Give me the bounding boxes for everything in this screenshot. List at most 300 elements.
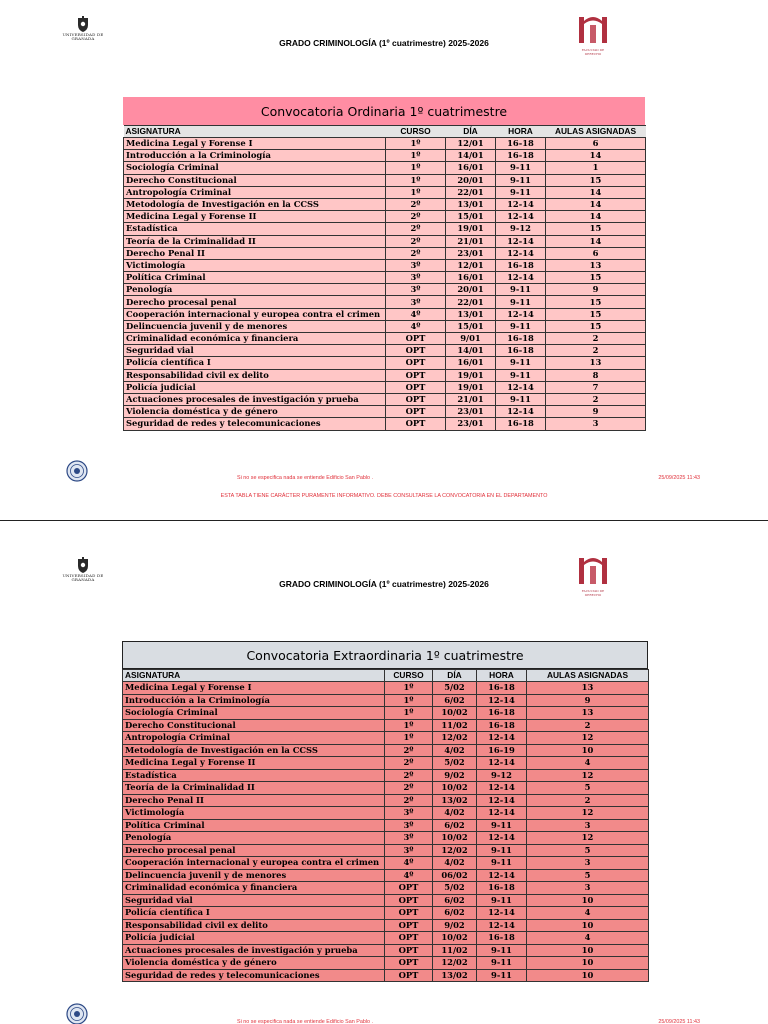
cell-hora: 9-11 (477, 894, 527, 907)
cell-dia: 9/02 (433, 769, 477, 782)
cell-asignatura: Metodología de Investigación en la CCSS (124, 198, 386, 210)
cell-asignatura: Cooperación internacional y europea contra el crimen (123, 857, 385, 870)
cell-hora: 12-14 (496, 235, 546, 247)
university-crest-icon (76, 557, 90, 574)
cell-curso: 1º (385, 694, 433, 707)
cell-asignatura: Responsabilidad civil ex delito (124, 369, 386, 381)
table-row (124, 369, 646, 381)
cell-aulas: 9 (546, 406, 646, 418)
cell-hora: 9-11 (477, 957, 527, 970)
cell-dia: 10/02 (433, 707, 477, 720)
cell-curso: OPT (385, 957, 433, 970)
col-header-curso: CURSO (386, 126, 446, 138)
table-row (123, 857, 649, 870)
cell-hora: 9-11 (496, 162, 546, 174)
cell-curso: 3º (386, 272, 446, 284)
cell-asignatura: Metodología de Investigación en la CCSS (123, 744, 385, 757)
col-header-hora: HORA (496, 126, 546, 138)
cell-hora: 9-11 (477, 969, 527, 982)
faculty-arch-icon (576, 15, 610, 43)
cell-curso: OPT (385, 894, 433, 907)
cell-aulas: 2 (546, 333, 646, 345)
cell-curso: OPT (385, 969, 433, 982)
cell-dia: 23/01 (446, 247, 496, 259)
table-row (123, 807, 649, 820)
cell-dia: 12/01 (446, 259, 496, 271)
cell-hora: 9-11 (496, 284, 546, 296)
cell-asignatura: Derecho Constitucional (123, 719, 385, 732)
document-title: GRADO CRIMINOLOGÍA (1º cuatrimestre) 2025-2026 (279, 38, 489, 48)
col-header-aulas: AULAS ASIGNADAS (527, 670, 649, 682)
cell-dia: 22/01 (446, 186, 496, 198)
cell-dia: 4/02 (433, 807, 477, 820)
cell-dia: 15/01 (446, 320, 496, 332)
cell-curso: 3º (386, 259, 446, 271)
cell-asignatura: Seguridad de redes y telecomunicaciones (123, 969, 385, 982)
cell-curso: OPT (385, 919, 433, 932)
cell-curso: 2º (385, 757, 433, 770)
cell-asignatura: Derecho Penal II (124, 247, 386, 259)
cell-asignatura: Policía científica I (123, 907, 385, 920)
cell-curso: 2º (386, 235, 446, 247)
cell-hora: 12-14 (477, 807, 527, 820)
cell-dia: 6/02 (433, 694, 477, 707)
cell-hora: 9-12 (477, 769, 527, 782)
cell-dia: 16/01 (446, 162, 496, 174)
cell-aulas: 5 (527, 869, 649, 882)
cell-aulas: 14 (546, 235, 646, 247)
cell-aulas: 15 (546, 320, 646, 332)
cell-dia: 23/01 (446, 418, 496, 430)
cell-asignatura: Política Criminal (124, 272, 386, 284)
table-row (124, 393, 646, 405)
table-row (124, 186, 646, 198)
table-row (124, 150, 646, 162)
cell-asignatura: Actuaciones procesales de investigación y prueba (123, 944, 385, 957)
cell-aulas: 14 (546, 211, 646, 223)
cell-dia: 14/01 (446, 345, 496, 357)
cell-hora: 12-14 (477, 757, 527, 770)
table-row (123, 907, 649, 920)
cell-dia: 19/01 (446, 381, 496, 393)
table-row (123, 932, 649, 945)
university-seal-icon (66, 460, 88, 482)
cell-dia: 13/02 (433, 794, 477, 807)
cell-aulas: 15 (546, 272, 646, 284)
header-row (123, 670, 649, 682)
cell-asignatura: Delincuencia juvenil y de menores (124, 320, 386, 332)
cell-aulas: 2 (546, 345, 646, 357)
table-row (123, 757, 649, 770)
cell-aulas: 7 (546, 381, 646, 393)
cell-hora: 9-11 (477, 819, 527, 832)
cell-aulas: 2 (527, 719, 649, 732)
disclaimer: ESTA TABLA TIENE CARÁCTER PURAMENTE INFORMATIVO. DEBE CONSULTARSE LA CONVOCATORIA EN EL DEPARTAMENTO (220, 493, 548, 499)
university-name: UNIVERSIDAD DE GRANADA (62, 32, 104, 42)
col-header-asignatura: ASIGNATURA (124, 126, 386, 138)
cell-curso: 2º (385, 782, 433, 795)
cell-hora: 16-18 (477, 882, 527, 895)
cell-aulas: 10 (527, 969, 649, 982)
cell-asignatura: Antropología Criminal (123, 732, 385, 745)
cell-asignatura: Estadística (123, 769, 385, 782)
document-title: GRADO CRIMINOLOGÍA (1º cuatrimestre) 2025-2026 (279, 579, 489, 589)
cell-asignatura: Derecho procesal penal (123, 844, 385, 857)
cell-curso: 3º (385, 807, 433, 820)
cell-curso: 3º (385, 832, 433, 845)
cell-hora: 12-14 (477, 732, 527, 745)
cell-aulas: 12 (527, 807, 649, 820)
cell-dia: 16/01 (446, 272, 496, 284)
cell-dia: 11/02 (433, 944, 477, 957)
cell-hora: 16-18 (496, 150, 546, 162)
cell-asignatura: Medicina Legal y Forense I (123, 682, 385, 695)
cell-hora: 16-18 (477, 707, 527, 720)
table-row (124, 162, 646, 174)
table-row (123, 844, 649, 857)
cell-hora: 16-18 (496, 138, 546, 150)
table-row (123, 732, 649, 745)
table-row (123, 944, 649, 957)
cell-curso: 3º (386, 296, 446, 308)
faculty-logo (576, 15, 610, 56)
table-row (124, 198, 646, 210)
university-seal-icon (66, 1003, 88, 1024)
cell-hora: 16-18 (477, 719, 527, 732)
faculty-logo (576, 556, 610, 597)
cell-hora: 12-14 (477, 794, 527, 807)
cell-hora: 16-18 (477, 932, 527, 945)
header-row (124, 126, 646, 138)
cell-curso: OPT (386, 333, 446, 345)
cell-hora: 12-14 (496, 406, 546, 418)
cell-dia: 4/02 (433, 857, 477, 870)
cell-dia: 12/01 (446, 138, 496, 150)
cell-curso: 1º (386, 150, 446, 162)
cell-hora: 16-18 (496, 259, 546, 271)
cell-asignatura: Delincuencia juvenil y de menores (123, 869, 385, 882)
table-row (123, 707, 649, 720)
cell-hora: 9-11 (496, 186, 546, 198)
cell-hora: 9-11 (477, 857, 527, 870)
cell-curso: 1º (385, 707, 433, 720)
table-row (123, 819, 649, 832)
cell-curso: OPT (386, 369, 446, 381)
cell-asignatura: Cooperación internacional y europea contra el crimen (124, 308, 386, 320)
cell-asignatura: Estadística (124, 223, 386, 235)
table-row (123, 744, 649, 757)
cell-curso: 2º (385, 794, 433, 807)
cell-asignatura: Introducción a la Criminología (124, 150, 386, 162)
ordinaria-table (123, 97, 645, 431)
cell-asignatura: Derecho Penal II (123, 794, 385, 807)
cell-hora: 9-11 (496, 369, 546, 381)
table-row (123, 682, 649, 695)
cell-curso: 2º (385, 744, 433, 757)
cell-curso: 4º (385, 869, 433, 882)
cell-dia: 12/02 (433, 844, 477, 857)
table-row (124, 284, 646, 296)
table-row (124, 235, 646, 247)
ordinaria-title: Convocatoria Ordinaria 1º cuatrimestre (123, 97, 645, 125)
cell-hora: 12-14 (477, 919, 527, 932)
table-row (124, 345, 646, 357)
table-row (123, 969, 649, 982)
table-row (124, 406, 646, 418)
cell-aulas: 12 (527, 832, 649, 845)
table-row (123, 957, 649, 970)
cell-dia: 15/01 (446, 211, 496, 223)
cell-hora: 16-18 (496, 345, 546, 357)
cell-curso: 4º (386, 308, 446, 320)
cell-aulas: 4 (527, 757, 649, 770)
cell-curso: 2º (385, 769, 433, 782)
cell-aulas: 12 (527, 732, 649, 745)
cell-curso: 2º (386, 198, 446, 210)
cell-curso: 4º (385, 857, 433, 870)
table-row (123, 919, 649, 932)
cell-aulas: 6 (546, 138, 646, 150)
faculty-caption: FACULTAD DE DERECHO (581, 48, 605, 56)
cell-dia: 13/02 (433, 969, 477, 982)
cell-asignatura: Policía judicial (123, 932, 385, 945)
cell-dia: 13/01 (446, 198, 496, 210)
cell-aulas: 3 (546, 418, 646, 430)
cell-aulas: 6 (546, 247, 646, 259)
cell-hora: 16-18 (477, 682, 527, 695)
table-row (124, 333, 646, 345)
cell-asignatura: Seguridad vial (123, 894, 385, 907)
faculty-caption: FACULTAD DE DERECHO (581, 589, 605, 597)
cell-hora: 12-14 (496, 198, 546, 210)
cell-curso: 3º (385, 819, 433, 832)
table-row (123, 869, 649, 882)
cell-aulas: 10 (527, 957, 649, 970)
cell-dia: 16/01 (446, 357, 496, 369)
cell-aulas: 8 (546, 369, 646, 381)
cell-hora: 12-14 (496, 211, 546, 223)
table-row (123, 832, 649, 845)
cell-dia: 13/01 (446, 308, 496, 320)
timestamp: 25/09/2025 11:43 (658, 1019, 700, 1024)
cell-hora: 12-14 (477, 869, 527, 882)
cell-asignatura: Derecho Constitucional (124, 174, 386, 186)
cell-hora: 9-11 (477, 844, 527, 857)
cell-aulas: 2 (527, 794, 649, 807)
cell-curso: 2º (386, 247, 446, 259)
cell-curso: OPT (385, 882, 433, 895)
cell-hora: 12-14 (477, 832, 527, 845)
location-note: Si no se especifica nada se entiende Edificio San Pablo . (236, 475, 374, 481)
cell-curso: 2º (386, 211, 446, 223)
cell-aulas: 15 (546, 223, 646, 235)
cell-asignatura: Criminalidad económica y financiera (124, 333, 386, 345)
location-note: Si no se especifica nada se entiende Edificio San Pablo . (236, 1019, 374, 1024)
cell-asignatura: Política Criminal (123, 819, 385, 832)
cell-dia: 9/02 (433, 919, 477, 932)
cell-hora: 9-11 (496, 393, 546, 405)
cell-aulas: 5 (527, 782, 649, 795)
cell-dia: 19/01 (446, 223, 496, 235)
cell-asignatura: Introducción a la Criminología (123, 694, 385, 707)
cell-aulas: 1 (546, 162, 646, 174)
extraordinaria-grid (122, 669, 649, 982)
cell-aulas: 4 (527, 932, 649, 945)
cell-curso: 1º (386, 138, 446, 150)
cell-curso: 2º (386, 223, 446, 235)
table-row (124, 174, 646, 186)
cell-aulas: 3 (527, 882, 649, 895)
cell-aulas: 3 (527, 857, 649, 870)
cell-hora: 9-11 (496, 174, 546, 186)
cell-hora: 12-14 (477, 782, 527, 795)
cell-dia: 6/02 (433, 894, 477, 907)
cell-asignatura: Policía judicial (124, 381, 386, 393)
cell-curso: OPT (386, 357, 446, 369)
table-row (123, 882, 649, 895)
cell-hora: 12-14 (496, 272, 546, 284)
cell-dia: 20/01 (446, 174, 496, 186)
cell-hora: 9-11 (496, 296, 546, 308)
cell-aulas: 13 (527, 682, 649, 695)
table-row (124, 381, 646, 393)
table-row (123, 719, 649, 732)
cell-aulas: 10 (527, 744, 649, 757)
cell-hora: 16-19 (477, 744, 527, 757)
cell-aulas: 4 (527, 907, 649, 920)
cell-asignatura: Victimología (123, 807, 385, 820)
cell-curso: OPT (385, 932, 433, 945)
cell-dia: 14/01 (446, 150, 496, 162)
cell-asignatura: Policía científica I (124, 357, 386, 369)
cell-asignatura: Seguridad de redes y telecomunicaciones (124, 418, 386, 430)
table-row (123, 694, 649, 707)
cell-asignatura: Medicina Legal y Forense II (123, 757, 385, 770)
cell-asignatura: Seguridad vial (124, 345, 386, 357)
cell-hora: 16-18 (496, 333, 546, 345)
cell-aulas: 15 (546, 296, 646, 308)
cell-dia: 21/01 (446, 393, 496, 405)
cell-dia: 19/01 (446, 369, 496, 381)
cell-asignatura: Teoría de la Criminalidad II (124, 235, 386, 247)
cell-asignatura: Victimología (124, 259, 386, 271)
cell-aulas: 13 (546, 259, 646, 271)
cell-asignatura: Criminalidad económica y financiera (123, 882, 385, 895)
timestamp: 25/09/2025 11:43 (658, 475, 700, 481)
table-row (123, 794, 649, 807)
cell-aulas: 5 (527, 844, 649, 857)
cell-asignatura: Violencia doméstica y de género (124, 406, 386, 418)
cell-aulas: 12 (527, 769, 649, 782)
cell-dia: 6/02 (433, 819, 477, 832)
cell-hora: 9-12 (496, 223, 546, 235)
cell-aulas: 9 (546, 284, 646, 296)
cell-aulas: 13 (527, 707, 649, 720)
cell-asignatura: Responsabilidad civil ex delito (123, 919, 385, 932)
cell-aulas: 10 (527, 919, 649, 932)
cell-curso: OPT (386, 406, 446, 418)
cell-asignatura: Sociología Criminal (124, 162, 386, 174)
cell-asignatura: Penología (123, 832, 385, 845)
cell-aulas: 14 (546, 198, 646, 210)
extraordinaria-table (122, 641, 648, 982)
cell-curso: 3º (385, 844, 433, 857)
cell-dia: 5/02 (433, 682, 477, 695)
cell-aulas: 10 (527, 944, 649, 957)
table-row (124, 247, 646, 259)
cell-dia: 12/02 (433, 957, 477, 970)
table-row (124, 272, 646, 284)
cell-aulas: 15 (546, 174, 646, 186)
cell-curso: OPT (386, 381, 446, 393)
ordinaria-grid (123, 125, 646, 431)
cell-dia: 9/01 (446, 333, 496, 345)
cell-aulas: 14 (546, 186, 646, 198)
cell-aulas: 3 (527, 819, 649, 832)
table-row (123, 894, 649, 907)
cell-curso: 4º (386, 320, 446, 332)
cell-asignatura: Sociología Criminal (123, 707, 385, 720)
cell-curso: OPT (385, 907, 433, 920)
cell-aulas: 15 (546, 308, 646, 320)
cell-dia: 5/02 (433, 757, 477, 770)
cell-dia: 12/02 (433, 732, 477, 745)
cell-hora: 16-18 (496, 418, 546, 430)
cell-dia: 5/02 (433, 882, 477, 895)
table-row (124, 259, 646, 271)
cell-asignatura: Medicina Legal y Forense II (124, 211, 386, 223)
document-page-2 (0, 541, 768, 1024)
cell-curso: 1º (385, 719, 433, 732)
table-row (124, 211, 646, 223)
cell-asignatura: Violencia doméstica y de género (123, 957, 385, 970)
university-crest-icon (76, 16, 90, 33)
col-header-curso: CURSO (385, 670, 433, 682)
page-separator (0, 520, 768, 521)
cell-curso: 1º (386, 186, 446, 198)
table-row (124, 308, 646, 320)
cell-dia: 22/01 (446, 296, 496, 308)
cell-curso: 1º (385, 732, 433, 745)
cell-dia: 20/01 (446, 284, 496, 296)
table-row (124, 320, 646, 332)
table-row (124, 138, 646, 150)
cell-curso: 1º (386, 162, 446, 174)
cell-curso: OPT (386, 393, 446, 405)
cell-asignatura: Antropología Criminal (124, 186, 386, 198)
cell-aulas: 13 (546, 357, 646, 369)
col-header-hora: HORA (477, 670, 527, 682)
cell-curso: 1º (386, 174, 446, 186)
col-header-aulas: AULAS ASIGNADAS (546, 126, 646, 138)
university-name: UNIVERSIDAD DE GRANADA (62, 573, 104, 583)
cell-asignatura: Penología (124, 284, 386, 296)
cell-asignatura: Medicina Legal y Forense I (124, 138, 386, 150)
table-row (123, 782, 649, 795)
faculty-arch-icon (576, 556, 610, 584)
cell-dia: 11/02 (433, 719, 477, 732)
cell-dia: 23/01 (446, 406, 496, 418)
cell-curso: OPT (386, 345, 446, 357)
cell-asignatura: Derecho procesal penal (124, 296, 386, 308)
cell-curso: 3º (386, 284, 446, 296)
cell-aulas: 2 (546, 393, 646, 405)
cell-dia: 21/01 (446, 235, 496, 247)
table-row (123, 769, 649, 782)
cell-asignatura: Actuaciones procesales de investigación y prueba (124, 393, 386, 405)
cell-hora: 12-14 (496, 247, 546, 259)
cell-hora: 9-11 (496, 320, 546, 332)
